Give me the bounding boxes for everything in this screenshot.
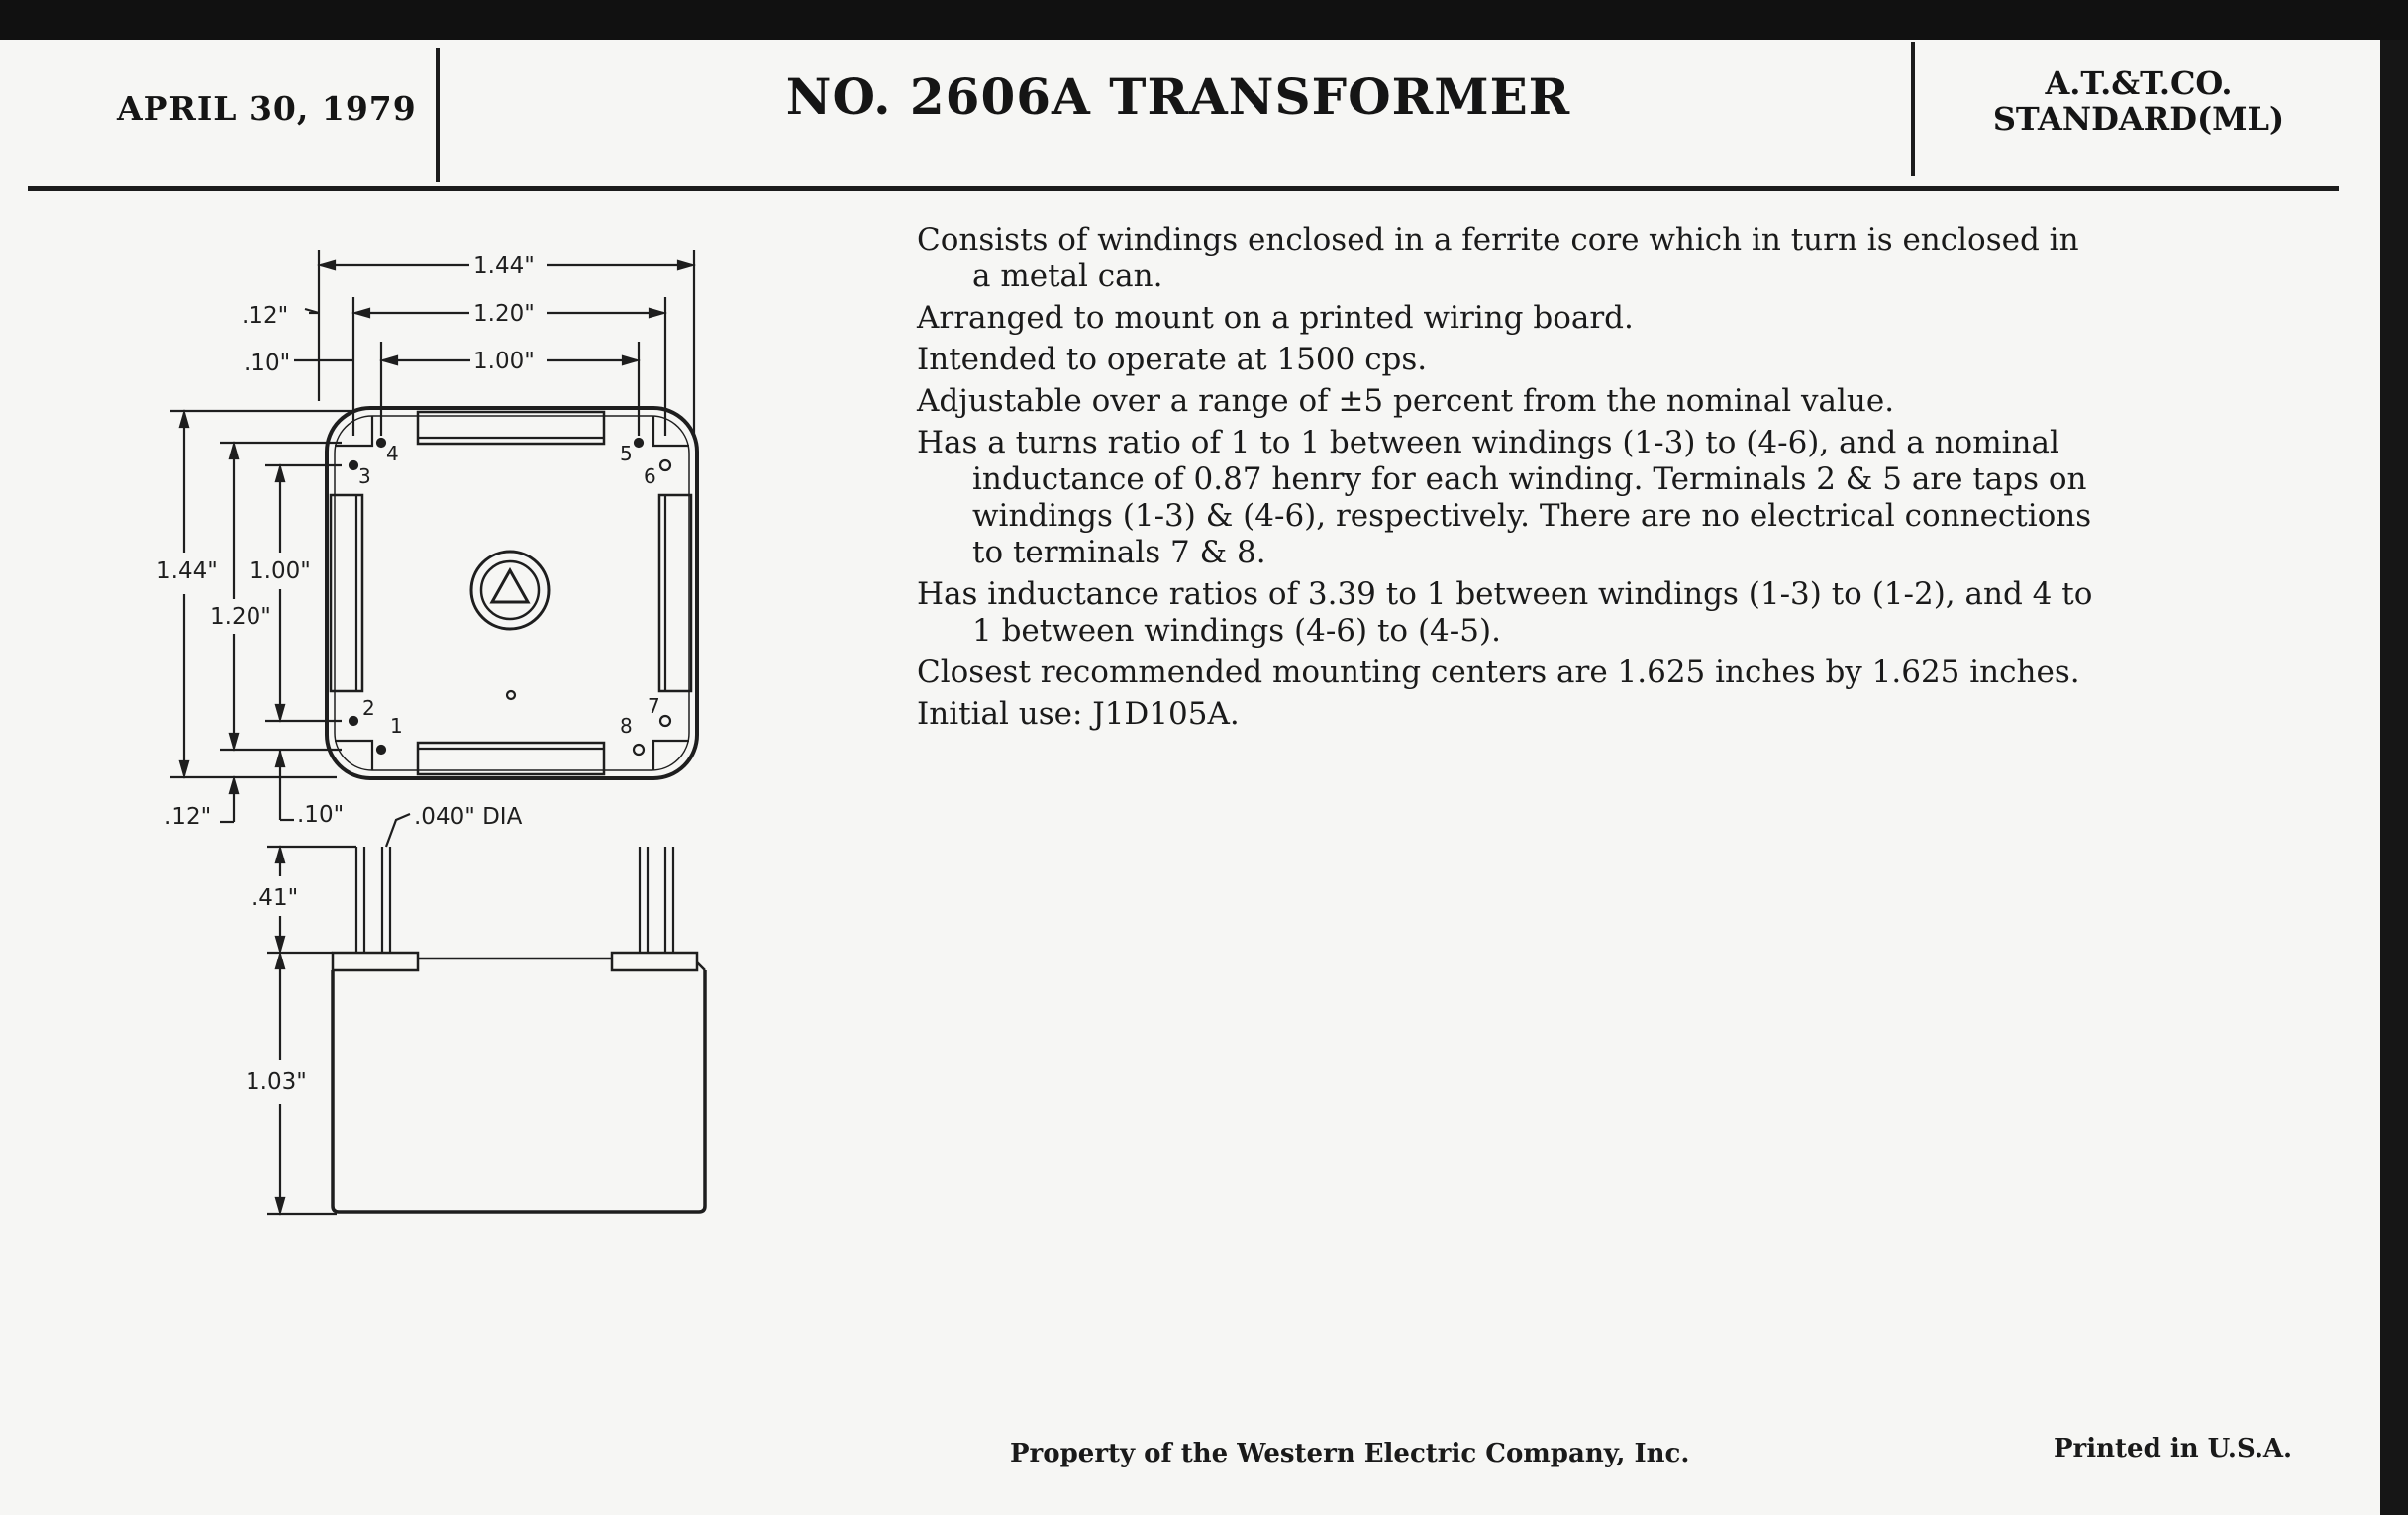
org-line-2: STANDARD(ML) <box>1992 100 2285 138</box>
description-paragraph: Closest recommended mounting centers are 1.625 inches by 1.625 inches. <box>917 655 2080 690</box>
dim-width-overall: 1.44" <box>473 253 535 279</box>
org-line-1: A.T.&T.CO. <box>2045 64 2233 102</box>
terminal-label-6: 6 <box>644 464 656 488</box>
pin-diameter-label: .040" DIA <box>414 804 523 830</box>
terminal-label-7: 7 <box>648 694 660 718</box>
scan-edge <box>2380 40 2408 1515</box>
description-paragraph: Has inductance ratios of 3.39 to 1 between windings (1-3) to (1-2), and 4 to 1 between windings (4-6) to (4-5). <box>917 576 2093 649</box>
document-title: NO. 2606A TRANSFORMER <box>785 67 1571 126</box>
footer-property: Property of the Western Electric Company, Inc. <box>1010 1439 1690 1468</box>
terminal-label-8: 8 <box>620 714 633 738</box>
dim-height-120: 1.20" <box>210 604 271 630</box>
terminal-label-4: 4 <box>386 442 399 465</box>
dim-width-120: 1.20" <box>473 301 535 327</box>
dim-body-height: 1.03" <box>246 1069 307 1095</box>
dim-offset-12: .12" <box>242 303 289 329</box>
terminal-label-3: 3 <box>358 464 371 488</box>
description-paragraph: Adjustable over a range of ±5 percent from the nominal value. <box>917 383 1895 419</box>
terminal-label-2: 2 <box>362 696 375 720</box>
dim-bottom-12: .12" <box>164 804 212 830</box>
document-date: APRIL 30, 1979 <box>117 89 417 128</box>
dim-height-overall: 1.44" <box>156 558 218 584</box>
transformer-drawing <box>0 0 891 1248</box>
dim-offset-10: .10" <box>244 351 291 376</box>
terminal-label-1: 1 <box>390 714 403 738</box>
footer-printed: Printed in U.S.A. <box>2054 1434 2293 1464</box>
description-paragraph: Intended to operate at 1500 cps. <box>917 342 1428 377</box>
dim-width-100: 1.00" <box>473 349 535 374</box>
description-text <box>917 222 2105 738</box>
description-paragraph: Arranged to mount on a printed wiring board. <box>917 300 1634 336</box>
dim-pin-length: .41" <box>251 885 299 911</box>
dim-height-100: 1.00" <box>250 558 311 584</box>
standard-org <box>1911 65 2366 137</box>
dim-bottom-10: .10" <box>297 802 345 828</box>
description-paragraph: Initial use: J1D105A. <box>917 696 1240 732</box>
terminal-label-5: 5 <box>620 442 633 465</box>
description-paragraph: Consists of windings enclosed in a ferrite core which in turn is enclosed in a metal can. <box>917 222 2079 294</box>
description-paragraph: Has a turns ratio of 1 to 1 between windings (1-3) to (4-6), and a nominal inductance of 0.87 henry for each winding. Terminals 2 & 5 are taps on windings (1-3) & (4-6), respectively. There are no electrical connections to terminals 7 & 8. <box>917 425 2092 570</box>
